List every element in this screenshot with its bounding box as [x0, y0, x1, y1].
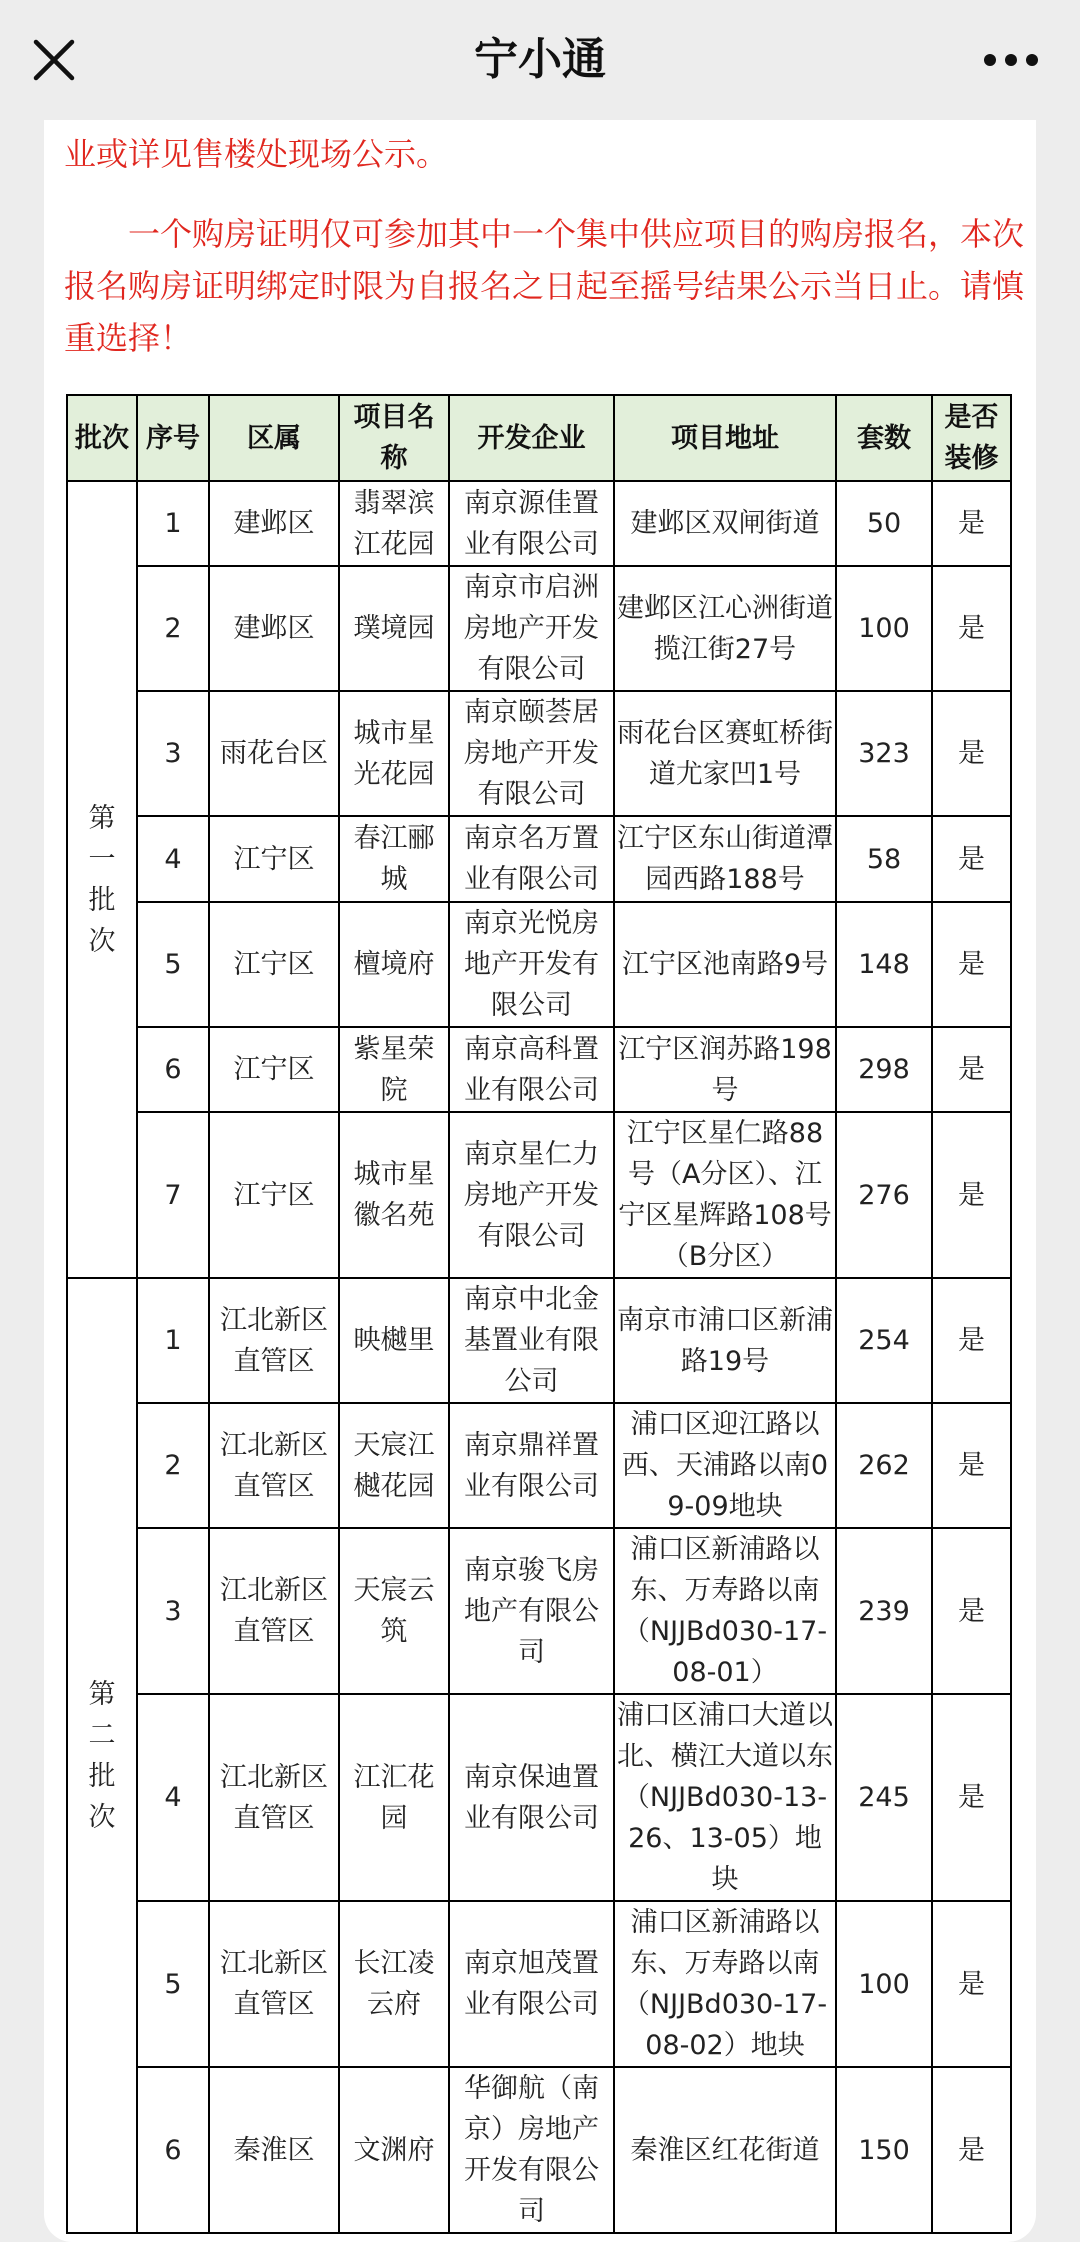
cell-units: 323 [836, 691, 932, 816]
cell-seq: 3 [137, 691, 209, 816]
header-decorated: 是否装修 [932, 395, 1011, 481]
cell-address: 建邺区双闸街道 [614, 481, 836, 566]
cell-seq: 2 [137, 566, 209, 691]
cell-project: 天宸云筑 [339, 1528, 449, 1694]
notice-paragraph-1: 业或详见售楼处现场公示。 [64, 135, 449, 173]
cell-decorated: 是 [932, 691, 1011, 816]
cell-developer: 华御航（南京）房地产开发有限公司 [449, 2067, 614, 2233]
cell-decorated: 是 [932, 2067, 1011, 2233]
article-content [64, 120, 1024, 364]
cell-project: 映樾里 [339, 1278, 449, 1403]
cell-developer: 南京鼎祥置业有限公司 [449, 1403, 614, 1528]
header-project: 项目名称 [339, 395, 449, 481]
cell-developer: 南京颐荟居房地产开发有限公司 [449, 691, 614, 816]
cell-district: 江北新区直管区 [209, 1403, 339, 1528]
cell-seq: 2 [137, 1403, 209, 1528]
cell-developer: 南京光悦房地产开发有限公司 [449, 902, 614, 1027]
cell-seq: 7 [137, 1112, 209, 1278]
header-batch: 批次 [67, 395, 137, 481]
cell-seq: 4 [137, 816, 209, 902]
table-row [67, 1278, 1011, 1403]
cell-units: 100 [836, 566, 932, 691]
notice-paragraph-2: 一个购房证明仅可参加其中一个集中供应项目的购房报名，本次报名购房证明绑定时限为自报名之日起至摇号结果公示当日止。请慎重选择！ [64, 215, 1025, 357]
header-address: 项目地址 [614, 395, 836, 481]
cell-units: 298 [836, 1027, 932, 1112]
cell-decorated: 是 [932, 1901, 1011, 2067]
cell-district: 建邺区 [209, 566, 339, 691]
cell-district: 江宁区 [209, 816, 339, 902]
more-dots-icon [983, 53, 1039, 67]
cell-district: 江北新区直管区 [209, 1528, 339, 1694]
cell-developer: 南京骏飞房地产有限公司 [449, 1528, 614, 1694]
cell-project: 春江郦城 [339, 816, 449, 902]
cell-developer: 南京星仁力房地产开发有限公司 [449, 1112, 614, 1278]
cell-project: 紫星荣院 [339, 1027, 449, 1112]
header-district: 区属 [209, 395, 339, 481]
cell-district: 江北新区直管区 [209, 1694, 339, 1901]
cell-address: 江宁区东山街道潭园西路188号 [614, 816, 836, 902]
header-seq: 序号 [137, 395, 209, 481]
cell-address: 浦口区新浦路以东、万寿路以南（NJJBd030-17-08-02）地块 [614, 1901, 836, 2067]
batch-label-cell: 第二批次 [67, 1278, 137, 2233]
cell-decorated: 是 [932, 1528, 1011, 1694]
cell-developer: 南京中北金基置业有限公司 [449, 1278, 614, 1403]
cell-district: 江北新区直管区 [209, 1901, 339, 2067]
cell-developer: 南京源佳置业有限公司 [449, 481, 614, 566]
cell-project: 城市星徽名苑 [339, 1112, 449, 1278]
cell-seq: 4 [137, 1694, 209, 1901]
cell-units: 148 [836, 902, 932, 1027]
table-row [67, 2067, 1011, 2233]
table-row [67, 1112, 1011, 1278]
cell-units: 239 [836, 1528, 932, 1694]
cell-decorated: 是 [932, 1278, 1011, 1403]
cell-project: 天宸江樾花园 [339, 1403, 449, 1528]
cell-project: 江汇花园 [339, 1694, 449, 1901]
batch-label-cell: 第一批次 [67, 481, 137, 1278]
cell-address: 雨花台区赛虹桥街道尤家凹1号 [614, 691, 836, 816]
cell-seq: 5 [137, 902, 209, 1027]
cell-address: 浦口区浦口大道以北、横江大道以东（NJJBd030-13-26、13-05）地块 [614, 1694, 836, 1901]
table-row [67, 1403, 1011, 1528]
table-row [67, 1027, 1011, 1112]
header-units: 套数 [836, 395, 932, 481]
top-bar [0, 0, 1080, 120]
housing-projects-table [66, 394, 1012, 2234]
cell-seq: 5 [137, 1901, 209, 2067]
cell-units: 245 [836, 1694, 932, 1901]
cell-address: 江宁区星仁路88号（A分区）、江宁区星辉路108号（B分区） [614, 1112, 836, 1278]
cell-district: 秦淮区 [209, 2067, 339, 2233]
cell-address: 浦口区迎江路以西、天浦路以南09-09地块 [614, 1403, 836, 1528]
table-row [67, 816, 1011, 902]
cell-district: 江宁区 [209, 1112, 339, 1278]
table-header-row [67, 395, 1011, 481]
cell-units: 50 [836, 481, 932, 566]
cell-district: 江宁区 [209, 902, 339, 1027]
close-button[interactable] [22, 30, 86, 90]
cell-units: 58 [836, 816, 932, 902]
table-row [67, 691, 1011, 816]
cell-developer: 南京旭茂置业有限公司 [449, 1901, 614, 2067]
table-row [67, 1528, 1011, 1694]
cell-decorated: 是 [932, 566, 1011, 691]
header-developer: 开发企业 [449, 395, 614, 481]
cell-seq: 1 [137, 481, 209, 566]
cell-seq: 6 [137, 1027, 209, 1112]
cell-decorated: 是 [932, 816, 1011, 902]
article-card [44, 120, 1036, 2242]
cell-district: 江北新区直管区 [209, 1278, 339, 1403]
cell-seq: 1 [137, 1278, 209, 1403]
cell-project: 城市星光花园 [339, 691, 449, 816]
cell-developer: 南京高科置业有限公司 [449, 1027, 614, 1112]
cell-decorated: 是 [932, 1112, 1011, 1278]
table-row [67, 566, 1011, 691]
cell-units: 150 [836, 2067, 932, 2233]
cell-project: 檀境府 [339, 902, 449, 1027]
cell-units: 254 [836, 1278, 932, 1403]
cell-decorated: 是 [932, 481, 1011, 566]
cell-developer: 南京名万置业有限公司 [449, 816, 614, 902]
cell-project: 长江凌云府 [339, 1901, 449, 2067]
cell-project: 翡翠滨江花园 [339, 481, 449, 566]
cell-address: 南京市浦口区新浦路19号 [614, 1278, 836, 1403]
close-icon [32, 38, 76, 82]
cell-units: 262 [836, 1403, 932, 1528]
cell-project: 文渊府 [339, 2067, 449, 2233]
cell-district: 江宁区 [209, 1027, 339, 1112]
cell-address: 江宁区池南路9号 [614, 902, 836, 1027]
cell-decorated: 是 [932, 1694, 1011, 1901]
table-row [67, 1901, 1011, 2067]
table-row [67, 902, 1011, 1027]
more-options-button[interactable] [966, 30, 1056, 90]
cell-units: 276 [836, 1112, 932, 1278]
cell-units: 100 [836, 1901, 932, 2067]
cell-decorated: 是 [932, 1027, 1011, 1112]
table-row [67, 1694, 1011, 1901]
cell-seq: 3 [137, 1528, 209, 1694]
cell-address: 建邺区江心洲街道揽江街27号 [614, 566, 836, 691]
cell-district: 建邺区 [209, 481, 339, 566]
cell-developer: 南京市启洲房地产开发有限公司 [449, 566, 614, 691]
cell-seq: 6 [137, 2067, 209, 2233]
cell-address: 秦淮区红花街道 [614, 2067, 836, 2233]
cell-address: 浦口区新浦路以东、万寿路以南（NJJBd030-17-08-01） [614, 1528, 836, 1694]
cell-developer: 南京保迪置业有限公司 [449, 1694, 614, 1901]
cell-project: 璞境园 [339, 566, 449, 691]
table-row [67, 481, 1011, 566]
cell-decorated: 是 [932, 902, 1011, 1027]
page-title: 宁小通 [474, 34, 606, 85]
cell-district: 雨花台区 [209, 691, 339, 816]
cell-address: 江宁区润苏路198号 [614, 1027, 836, 1112]
cell-decorated: 是 [932, 1403, 1011, 1528]
